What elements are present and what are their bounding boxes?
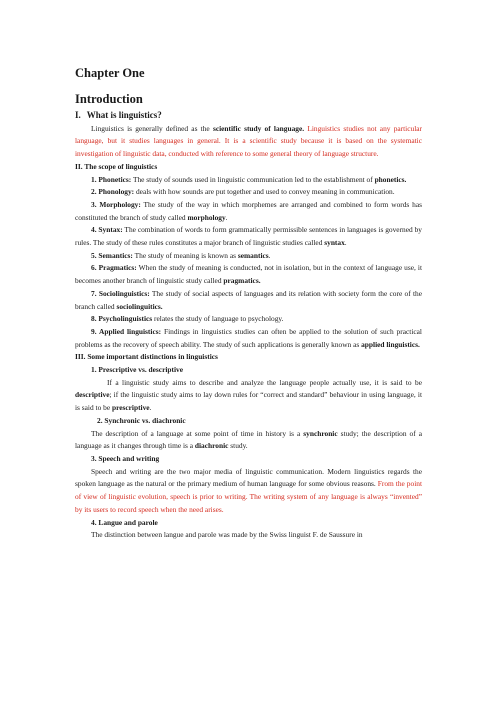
bold-text: syntax (324, 238, 345, 248)
text: . (225, 212, 228, 222)
text: deals with how sounds are put together and used to convey meaning in communication. (134, 187, 395, 197)
item-label: 4. Syntax: (91, 225, 123, 235)
paragraph-langue-parole: The distinction between langue and parole was made by the Swiss linguist F. de Saussure in (91, 530, 363, 540)
bold-text: phonetics. (374, 174, 407, 184)
section-heading-1 (75, 109, 422, 123)
distinction-heading-3: 3. Speech and writing (91, 453, 160, 463)
item-label: 6. Pragmatics: (91, 263, 137, 273)
text: study; the description of a language as it changes through time is a (75, 428, 422, 451)
bold-text: pragmatics. (223, 276, 261, 286)
bold-text: morphology (187, 212, 226, 222)
bold-text: diachronic (194, 441, 229, 451)
text: If a linguistic study aims to describe and analyze the language people actually use, it is said to be (107, 377, 422, 387)
text: Linguistics is generally defined as the (91, 123, 213, 133)
text: . (344, 238, 347, 248)
bold-text: prescriptive (111, 403, 150, 413)
paragraph-speech-writing (75, 466, 422, 517)
text: Speech and writing are the two major media of linguistic communication. Modern linguistics regards the spoken language as the natural or the primary medium of human language for some obvious reasons. (75, 466, 422, 489)
red-text: From the point of view of linguistic evolution, speech is prior to writing. The writing system of any language is always “invented” by its users to record speech when the need arises. (75, 479, 422, 514)
bold-text: synchronic (303, 428, 338, 438)
item-label: 5. Semantics: (91, 250, 133, 260)
section-title: What is linguistics? (86, 110, 162, 120)
text: . (149, 403, 152, 413)
distinction-heading-1: 1. Prescriptive vs. descriptive (91, 365, 184, 375)
red-text: Linguistics studies not any particular language, but it studies languages in general. It is a scientific study because it is based on the systematic investigation of linguistic data, conducted with reference to some general theory of language structure. (75, 123, 423, 159)
text: study. (228, 441, 248, 451)
scope-item-sociolinguistics (75, 288, 422, 313)
text: . (268, 250, 271, 260)
paragraph-synchronic-diachronic (75, 428, 422, 453)
bold-text: semantics (237, 250, 269, 260)
scope-item-phonetics (75, 174, 422, 187)
text: ; if the linguistic study aims to lay down rules for “correct and standard” behaviour in using language, it is said to be (75, 390, 422, 413)
chapter-title: Introduction (75, 92, 143, 106)
item-label: 9. Applied linguistics: (91, 326, 162, 336)
section-number: I. (75, 110, 81, 120)
text: Findings in linguistics studies can often be applied to the solution of such practical problems as the recovery of speech ability. The study of such applications is generally known as (75, 326, 422, 349)
distinction-heading-2: 2. Synchronic vs. diachronic (97, 415, 186, 425)
distinction-heading-4: 4. Langue and parole (91, 517, 158, 527)
text: relates the study of language to psychology. (152, 314, 284, 324)
scope-item-pragmatics (75, 262, 422, 287)
item-label: 2. Phonology: (91, 187, 135, 197)
text: The study of the way in which morphemes are arranged and combined to form words has constituted the branch of study called (75, 199, 422, 222)
scope-item-phonology (75, 186, 422, 199)
section-heading-2: II. The scope of linguistics (75, 161, 158, 171)
item-label: 3. Morphology: (91, 199, 141, 209)
bold-text: descriptive (75, 390, 110, 400)
scope-item-syntax (75, 224, 422, 249)
scope-item-psycholinguistics (75, 313, 422, 326)
item-label: 1. Phonetics: (91, 174, 132, 184)
text: The description of a language at some point of time in history is a (91, 428, 304, 438)
section-heading-3: III. Some important distinctions in linguistics (75, 352, 218, 362)
item-label: 8. Psycholinguistics (91, 314, 153, 324)
scope-item-applied-linguistics (75, 326, 422, 351)
text: The study of meaning is known as (132, 250, 238, 260)
text: The combination of words to form grammatically permissible sentences in languages is governed by rules. The study of these rules constitutes a major branch of linguistic studies called (75, 225, 422, 248)
chapter-heading: Chapter One (75, 66, 145, 80)
item-label: 7. Sociolinguistics: (91, 288, 150, 298)
paragraph-prescriptive-descriptive (75, 377, 422, 415)
document-body (75, 109, 422, 542)
paragraph-definition (75, 123, 422, 161)
text: The study of social aspects of languages and its relation with society form the core of the branch called (75, 288, 422, 311)
bold-text: scientific study of language. (212, 123, 305, 133)
text: The study of sounds used in linguistic communication led to the establishment of (131, 174, 375, 184)
text: When the study of meaning is conducted, not in isolation, but in the context of language use, it becomes another branch of linguistic study called (75, 263, 422, 286)
scope-item-semantics (75, 250, 422, 263)
bold-text: applied linguistics. (361, 339, 420, 349)
bold-text: sociolinguitics. (116, 301, 163, 311)
scope-item-morphology (75, 199, 422, 224)
